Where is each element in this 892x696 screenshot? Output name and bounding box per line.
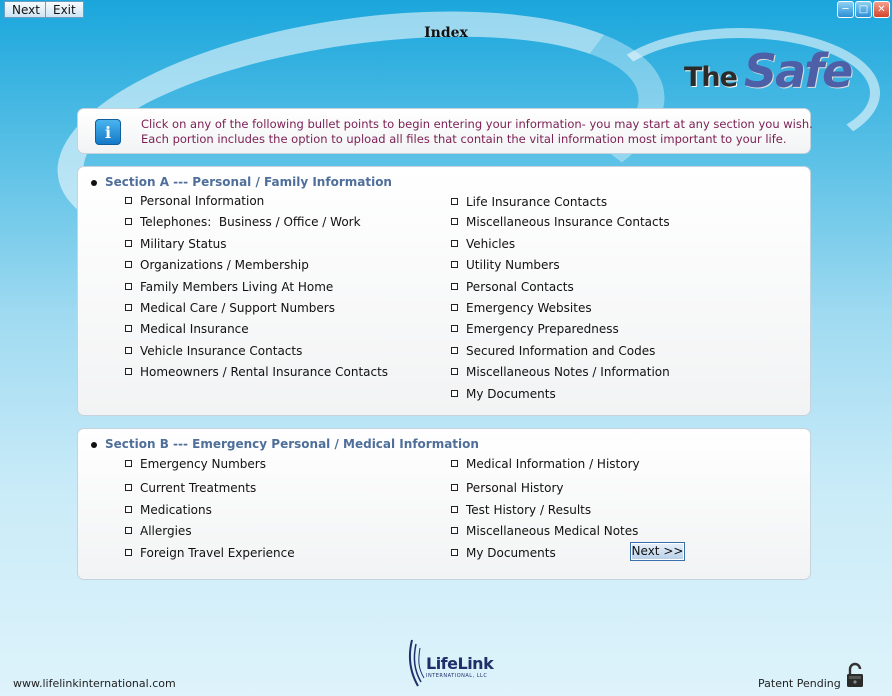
list-item[interactable] xyxy=(466,503,591,517)
checkbox-bullet-icon xyxy=(125,325,132,332)
list-item-label: Life Insurance Contacts xyxy=(466,195,608,209)
list-item[interactable] xyxy=(466,344,655,358)
section-a-panel xyxy=(77,166,811,416)
list-item-label: My Documents xyxy=(466,387,556,401)
window-controls xyxy=(837,1,890,18)
list-item-label: Family Members Living At Home xyxy=(140,280,334,294)
checkbox-bullet-icon xyxy=(451,283,458,290)
lifelink-name: LifeLink xyxy=(426,654,494,673)
list-item[interactable] xyxy=(466,280,574,294)
list-item-label: Medical Information / History xyxy=(466,457,640,471)
list-item-label: Miscellaneous Insurance Contacts xyxy=(466,215,670,229)
list-item-label: Personal Information xyxy=(140,194,265,208)
checkbox-bullet-icon xyxy=(125,368,132,375)
list-item[interactable] xyxy=(466,195,607,209)
checkbox-bullet-icon xyxy=(125,347,132,354)
list-item[interactable] xyxy=(140,215,361,229)
list-item-label: Emergency Preparedness xyxy=(466,322,619,336)
list-item-label: Emergency Numbers xyxy=(140,457,266,471)
list-item-label: Vehicle Insurance Contacts xyxy=(140,344,303,358)
list-item[interactable] xyxy=(466,457,640,471)
checkbox-bullet-icon xyxy=(451,240,458,247)
toolbar-next-button[interactable]: Next xyxy=(4,1,48,18)
lifelink-swoosh-icon xyxy=(406,638,426,688)
list-item[interactable] xyxy=(466,258,560,272)
page-title: Index xyxy=(424,25,468,41)
checkbox-bullet-icon xyxy=(125,460,132,467)
lifelink-sub: INTERNATIONAL, LLC xyxy=(426,673,488,679)
section-a-title-text: Section A --- Personal / Family Information xyxy=(105,175,392,189)
section-b-title[interactable] xyxy=(105,437,479,451)
list-item-label: Medications xyxy=(140,503,212,517)
info-line-1: Click on any of the following bullet points to begin entering your information- you may start at any section you wish. xyxy=(141,117,813,131)
list-item-label: Telephones: Business / Office / Work xyxy=(140,215,361,229)
logo-the: The xyxy=(684,62,737,93)
checkbox-bullet-icon xyxy=(125,283,132,290)
checkbox-bullet-icon xyxy=(451,549,458,556)
maximize-icon[interactable]: □ xyxy=(855,1,872,18)
section-b-title-text: Section B --- Emergency Personal / Medical Information xyxy=(105,437,479,451)
list-item-label: Organizations / Membership xyxy=(140,258,309,272)
list-item-label: My Documents xyxy=(466,546,556,560)
list-item[interactable] xyxy=(466,322,619,336)
info-icon: i xyxy=(95,119,121,145)
list-item[interactable] xyxy=(140,481,256,495)
section-a-title[interactable] xyxy=(105,175,392,189)
list-item[interactable] xyxy=(466,301,592,315)
bullet-icon xyxy=(91,180,97,186)
list-item-label: Medical Care / Support Numbers xyxy=(140,301,335,315)
info-line-2: Each portion includes the option to upload all files that contain the vital information most important to your life. xyxy=(141,132,787,146)
unlocked-padlock-icon xyxy=(846,662,864,688)
checkbox-bullet-icon xyxy=(451,484,458,491)
checkbox-bullet-icon xyxy=(125,527,132,534)
checkbox-bullet-icon xyxy=(451,527,458,534)
checkbox-bullet-icon xyxy=(125,506,132,513)
list-item[interactable] xyxy=(140,258,309,272)
checkbox-bullet-icon xyxy=(451,325,458,332)
logo-safe: Safe xyxy=(744,44,852,98)
close-icon[interactable]: ✕ xyxy=(873,1,890,18)
list-item[interactable] xyxy=(140,344,302,358)
list-item-label: Military Status xyxy=(140,237,227,251)
checkbox-bullet-icon xyxy=(125,261,132,268)
list-item[interactable] xyxy=(466,237,515,251)
checkbox-bullet-icon xyxy=(451,390,458,397)
toolbar-exit-button[interactable]: Exit xyxy=(45,1,84,18)
checkbox-bullet-icon xyxy=(451,261,458,268)
list-item[interactable] xyxy=(466,215,670,229)
list-item-label: Homeowners / Rental Insurance Contacts xyxy=(140,365,389,379)
checkbox-bullet-icon xyxy=(451,460,458,467)
list-item[interactable] xyxy=(140,524,192,538)
list-item[interactable] xyxy=(140,237,227,251)
list-item[interactable] xyxy=(140,457,266,471)
list-item[interactable] xyxy=(140,322,249,336)
list-item-label: Current Treatments xyxy=(140,481,257,495)
list-item[interactable] xyxy=(140,546,295,560)
list-item[interactable] xyxy=(140,365,388,379)
minimize-icon[interactable]: ─ xyxy=(837,1,854,18)
checkbox-bullet-icon xyxy=(451,347,458,354)
bullet-icon xyxy=(91,442,97,448)
list-item-label: Vehicles xyxy=(466,237,516,251)
list-item[interactable] xyxy=(140,280,333,294)
checkbox-bullet-icon xyxy=(451,506,458,513)
list-item-label: Secured Information and Codes xyxy=(466,344,656,358)
list-item[interactable] xyxy=(466,546,556,560)
patent-pending: Patent Pending xyxy=(758,677,841,690)
checkbox-bullet-icon xyxy=(125,304,132,311)
checkbox-bullet-icon xyxy=(451,218,458,225)
list-item-label: Emergency Websites xyxy=(466,301,592,315)
checkbox-bullet-icon xyxy=(125,218,132,225)
list-item-label: Foreign Travel Experience xyxy=(140,546,295,560)
list-item-label: Test History / Results xyxy=(466,503,592,517)
info-text xyxy=(141,117,813,147)
list-item[interactable] xyxy=(466,387,556,401)
list-item-label: Miscellaneous Medical Notes xyxy=(466,524,639,538)
list-item[interactable] xyxy=(140,503,212,517)
list-item-label: Medical Insurance xyxy=(140,322,249,336)
section-b-panel xyxy=(77,428,811,580)
list-item[interactable] xyxy=(140,301,335,315)
checkbox-bullet-icon xyxy=(125,240,132,247)
checkbox-bullet-icon xyxy=(451,304,458,311)
thesafe-logo xyxy=(684,38,852,104)
list-item-label: Personal Contacts xyxy=(466,280,574,294)
checkbox-bullet-icon xyxy=(125,484,132,491)
checkbox-bullet-icon xyxy=(451,198,458,205)
list-item[interactable] xyxy=(466,524,638,538)
list-item-label: Miscellaneous Notes / Information xyxy=(466,365,670,379)
list-item-label: Personal History xyxy=(466,481,564,495)
list-item-label: Allergies xyxy=(140,524,192,538)
list-item-label: Utility Numbers xyxy=(466,258,560,272)
info-panel xyxy=(77,108,811,154)
list-item[interactable] xyxy=(466,365,670,379)
lifelink-logo xyxy=(406,638,494,688)
checkbox-bullet-icon xyxy=(451,368,458,375)
checkbox-bullet-icon xyxy=(125,197,132,204)
list-item[interactable] xyxy=(466,481,564,495)
website-link[interactable]: www.lifelinkinternational.com xyxy=(13,677,176,690)
next-button[interactable]: Next >> xyxy=(630,542,685,561)
list-item[interactable] xyxy=(140,194,264,208)
checkbox-bullet-icon xyxy=(125,549,132,556)
